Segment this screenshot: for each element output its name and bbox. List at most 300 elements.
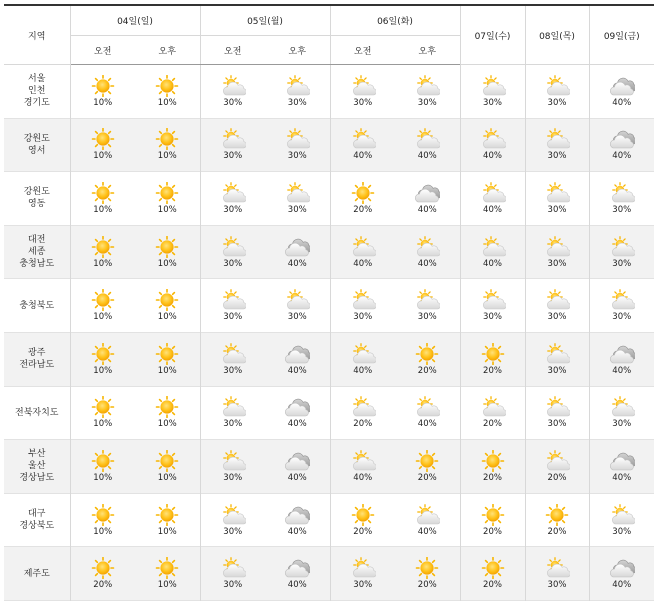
table-row [4, 172, 654, 226]
precipitation-percent: 10% [93, 204, 113, 215]
precipitation-percent: 40% [612, 580, 632, 591]
precipitation-percent: 40% [417, 151, 437, 162]
forecast-cell [330, 386, 395, 440]
forecast-cell [589, 547, 654, 601]
sunny-icon [90, 182, 116, 204]
pm-header: 오후 [265, 36, 330, 65]
partly-cloudy-icon [544, 128, 570, 150]
partly-cloudy-icon [609, 236, 635, 258]
partly-cloudy-icon [544, 182, 570, 204]
partly-cloudy-icon [480, 396, 506, 418]
region-name: 전북자치도 [4, 386, 70, 440]
forecast-cell [330, 65, 395, 119]
precipitation-percent: 10% [157, 151, 177, 162]
sunny-icon [350, 504, 376, 526]
partly-cloudy-icon [220, 396, 246, 418]
partly-cloudy-icon [350, 236, 376, 258]
precipitation-percent: 30% [612, 526, 632, 537]
forecast-cell [265, 440, 330, 494]
precipitation-percent: 30% [547, 204, 567, 215]
forecast-cell [135, 493, 200, 547]
am-header: 오전 [70, 36, 135, 65]
partly-cloudy-icon [350, 128, 376, 150]
forecast-cell [200, 118, 265, 172]
forecast-cell [460, 65, 525, 119]
precipitation-percent: 20% [353, 419, 373, 430]
sunny-icon [154, 182, 180, 204]
precipitation-percent: 40% [353, 365, 373, 376]
forecast-cell [135, 440, 200, 494]
partly-cloudy-icon [350, 557, 376, 579]
forecast-cell [525, 172, 589, 226]
partly-cloudy-icon [609, 504, 635, 526]
precipitation-percent: 30% [223, 419, 243, 430]
table-row [4, 440, 654, 494]
forecast-cell [135, 65, 200, 119]
cloudy-icon [284, 450, 310, 472]
partly-cloudy-icon [414, 236, 440, 258]
forecast-cell [70, 547, 135, 601]
precipitation-percent: 30% [223, 151, 243, 162]
partly-cloudy-icon [480, 75, 506, 97]
forecast-cell [395, 118, 460, 172]
day-header-5: 08일(목) [525, 5, 589, 65]
sunny-icon [154, 128, 180, 150]
precipitation-percent: 40% [353, 472, 373, 483]
am-header: 오전 [200, 36, 265, 65]
precipitation-percent: 10% [157, 258, 177, 269]
forecast-cell [330, 279, 395, 333]
partly-cloudy-icon [414, 75, 440, 97]
am-header: 오전 [330, 36, 395, 65]
partly-cloudy-icon [480, 128, 506, 150]
forecast-cell [525, 65, 589, 119]
precipitation-percent: 40% [287, 580, 307, 591]
partly-cloudy-icon [544, 343, 570, 365]
partly-cloudy-icon [414, 396, 440, 418]
forecast-cell [200, 279, 265, 333]
cloudy-icon [609, 343, 635, 365]
precipitation-percent: 40% [417, 258, 437, 269]
forecast-cell [330, 118, 395, 172]
forecast-cell [525, 118, 589, 172]
precipitation-percent: 20% [353, 526, 373, 537]
day-header-1: 04일(일) [70, 5, 200, 36]
forecast-cell [70, 172, 135, 226]
forecast-cell [135, 547, 200, 601]
partly-cloudy-icon [414, 289, 440, 311]
forecast-cell [265, 172, 330, 226]
precipitation-percent: 10% [157, 526, 177, 537]
precipitation-percent: 30% [483, 97, 502, 108]
precipitation-percent: 30% [287, 204, 307, 215]
sunny-icon [414, 450, 440, 472]
sunny-icon [480, 450, 506, 472]
table-row [4, 332, 654, 386]
sunny-icon [154, 450, 180, 472]
precipitation-percent: 40% [417, 419, 437, 430]
forecast-cell [200, 386, 265, 440]
table-body [4, 65, 654, 601]
forecast-cell [135, 225, 200, 279]
precipitation-percent: 20% [483, 472, 502, 483]
forecast-cell [460, 332, 525, 386]
precipitation-percent: 10% [93, 97, 113, 108]
precipitation-percent: 40% [612, 365, 632, 376]
sunny-icon [154, 396, 180, 418]
forecast-cell [200, 440, 265, 494]
partly-cloudy-icon [350, 343, 376, 365]
forecast-cell [265, 65, 330, 119]
partly-cloudy-icon [220, 450, 246, 472]
precipitation-percent: 20% [93, 580, 113, 591]
precipitation-percent: 30% [287, 312, 307, 323]
forecast-cell [200, 493, 265, 547]
partly-cloudy-icon [220, 236, 246, 258]
precipitation-percent: 30% [223, 312, 243, 323]
forecast-cell [265, 547, 330, 601]
forecast-cell [395, 279, 460, 333]
precipitation-percent: 20% [417, 365, 437, 376]
sunny-icon [90, 75, 116, 97]
precipitation-percent: 10% [157, 204, 177, 215]
precipitation-percent: 30% [223, 472, 243, 483]
cloudy-icon [609, 557, 635, 579]
precipitation-percent: 10% [157, 365, 177, 376]
forecast-cell [330, 225, 395, 279]
sunny-icon [90, 128, 116, 150]
day-header-3: 06일(화) [330, 5, 460, 36]
forecast-cell [330, 440, 395, 494]
forecast-cell [265, 225, 330, 279]
precipitation-percent: 30% [612, 419, 632, 430]
precipitation-percent: 30% [287, 151, 307, 162]
precipitation-percent: 30% [223, 526, 243, 537]
sunny-icon [350, 182, 376, 204]
precipitation-percent: 20% [417, 580, 437, 591]
forecast-cell [460, 386, 525, 440]
partly-cloudy-icon [414, 128, 440, 150]
precipitation-percent: 30% [223, 97, 243, 108]
forecast-cell [525, 332, 589, 386]
precipitation-percent: 30% [547, 312, 567, 323]
sunny-icon [154, 236, 180, 258]
partly-cloudy-icon [220, 182, 246, 204]
forecast-cell [589, 172, 654, 226]
partly-cloudy-icon [544, 75, 570, 97]
partly-cloudy-icon [544, 289, 570, 311]
precipitation-percent: 10% [93, 419, 113, 430]
precipitation-percent: 40% [483, 151, 502, 162]
sunny-icon [154, 557, 180, 579]
forecast-cell [589, 279, 654, 333]
table-row [4, 547, 654, 601]
cloudy-icon [414, 182, 440, 204]
partly-cloudy-icon [414, 504, 440, 526]
forecast-cell [525, 225, 589, 279]
partly-cloudy-icon [284, 75, 310, 97]
precipitation-percent: 10% [93, 472, 113, 483]
precipitation-percent: 10% [157, 472, 177, 483]
forecast-cell [460, 172, 525, 226]
forecast-cell [330, 547, 395, 601]
sunny-icon [90, 343, 116, 365]
precipitation-percent: 10% [93, 151, 113, 162]
precipitation-percent: 30% [223, 580, 243, 591]
partly-cloudy-icon [480, 236, 506, 258]
forecast-cell [525, 547, 589, 601]
precipitation-percent: 30% [547, 258, 567, 269]
precipitation-percent: 40% [353, 151, 373, 162]
cloudy-icon [609, 75, 635, 97]
precipitation-percent: 20% [483, 580, 502, 591]
precipitation-percent: 40% [287, 472, 307, 483]
precipitation-percent: 20% [547, 526, 567, 537]
forecast-cell [330, 332, 395, 386]
sunny-icon [90, 557, 116, 579]
pm-header: 오후 [135, 36, 200, 65]
forecast-cell [265, 332, 330, 386]
forecast-cell [135, 279, 200, 333]
precipitation-percent: 40% [417, 204, 437, 215]
region-name: 충청북도 [4, 279, 70, 333]
sunny-icon [90, 450, 116, 472]
table-row [4, 118, 654, 172]
forecast-cell [460, 279, 525, 333]
forecast-cell [200, 225, 265, 279]
table-row [4, 386, 654, 440]
partly-cloudy-icon [350, 396, 376, 418]
forecast-cell [70, 386, 135, 440]
region-name: 대구 경상북도 [4, 493, 70, 547]
precipitation-percent: 30% [417, 97, 437, 108]
partly-cloudy-icon [609, 182, 635, 204]
forecast-cell [395, 65, 460, 119]
partly-cloudy-icon [220, 128, 246, 150]
precipitation-percent: 30% [547, 97, 567, 108]
table-row [4, 65, 654, 119]
precipitation-percent: 40% [612, 151, 632, 162]
region-name: 대전 세종 충청남도 [4, 225, 70, 279]
region-header: 지역 [4, 5, 70, 65]
weekly-forecast-table [4, 4, 654, 601]
partly-cloudy-icon [284, 289, 310, 311]
precipitation-percent: 20% [417, 472, 437, 483]
forecast-cell [589, 65, 654, 119]
partly-cloudy-icon [480, 289, 506, 311]
cloudy-icon [284, 343, 310, 365]
forecast-cell [589, 493, 654, 547]
table-row [4, 493, 654, 547]
cloudy-icon [609, 450, 635, 472]
forecast-cell [460, 118, 525, 172]
forecast-cell [200, 547, 265, 601]
forecast-cell [200, 65, 265, 119]
precipitation-percent: 30% [223, 365, 243, 376]
precipitation-percent: 30% [353, 580, 373, 591]
partly-cloudy-icon [480, 182, 506, 204]
partly-cloudy-icon [284, 182, 310, 204]
precipitation-percent: 10% [93, 365, 113, 376]
region-name: 부산 울산 경상남도 [4, 440, 70, 494]
precipitation-percent: 30% [223, 258, 243, 269]
precipitation-percent: 20% [483, 419, 502, 430]
region-name: 강원도 영동 [4, 172, 70, 226]
forecast-cell [395, 493, 460, 547]
precipitation-percent: 30% [417, 312, 437, 323]
forecast-cell [525, 279, 589, 333]
forecast-cell [525, 386, 589, 440]
table-row [4, 279, 654, 333]
precipitation-percent: 10% [157, 419, 177, 430]
precipitation-percent: 10% [157, 97, 177, 108]
table-header [4, 5, 654, 65]
sunny-icon [414, 557, 440, 579]
precipitation-percent: 30% [547, 419, 567, 430]
forecast-cell [265, 386, 330, 440]
cloudy-icon [284, 557, 310, 579]
precipitation-percent: 30% [353, 97, 373, 108]
cloudy-icon [284, 236, 310, 258]
forecast-cell [589, 118, 654, 172]
sunny-icon [480, 343, 506, 365]
forecast-cell [395, 386, 460, 440]
precipitation-percent: 40% [417, 526, 437, 537]
precipitation-percent: 30% [612, 204, 632, 215]
precipitation-percent: 40% [287, 419, 307, 430]
sunny-icon [154, 504, 180, 526]
cloudy-icon [284, 396, 310, 418]
sunny-icon [90, 236, 116, 258]
day-header-4: 07일(수) [460, 5, 525, 65]
forecast-cell [330, 493, 395, 547]
precipitation-percent: 40% [483, 204, 502, 215]
partly-cloudy-icon [609, 289, 635, 311]
partly-cloudy-icon [220, 504, 246, 526]
precipitation-percent: 40% [287, 365, 307, 376]
precipitation-percent: 10% [157, 312, 177, 323]
forecast-cell [395, 547, 460, 601]
region-name: 광주 전라남도 [4, 332, 70, 386]
partly-cloudy-icon [284, 128, 310, 150]
forecast-cell [395, 225, 460, 279]
precipitation-percent: 40% [483, 258, 502, 269]
sunny-icon [414, 343, 440, 365]
forecast-cell [460, 225, 525, 279]
forecast-cell [70, 118, 135, 172]
region-name: 제주도 [4, 547, 70, 601]
forecast-cell [70, 65, 135, 119]
day-header-6: 09일(금) [589, 5, 654, 65]
forecast-cell [589, 225, 654, 279]
partly-cloudy-icon [350, 75, 376, 97]
forecast-cell [135, 332, 200, 386]
forecast-cell [395, 332, 460, 386]
forecast-cell [525, 440, 589, 494]
sunny-icon [154, 343, 180, 365]
precipitation-percent: 30% [612, 312, 632, 323]
precipitation-percent: 10% [93, 526, 113, 537]
sunny-icon [154, 75, 180, 97]
precipitation-percent: 30% [547, 580, 567, 591]
partly-cloudy-icon [350, 289, 376, 311]
forecast-cell [70, 225, 135, 279]
region-name: 서울 인천 경기도 [4, 65, 70, 119]
forecast-cell [460, 547, 525, 601]
forecast-cell [395, 172, 460, 226]
precipitation-percent: 30% [353, 312, 373, 323]
partly-cloudy-icon [350, 450, 376, 472]
forecast-cell [265, 279, 330, 333]
precipitation-percent: 10% [157, 580, 177, 591]
sunny-icon [154, 289, 180, 311]
forecast-cell [70, 440, 135, 494]
precipitation-percent: 20% [483, 526, 502, 537]
table-row [4, 225, 654, 279]
partly-cloudy-icon [544, 396, 570, 418]
partly-cloudy-icon [220, 343, 246, 365]
sunny-icon [90, 289, 116, 311]
precipitation-percent: 30% [223, 204, 243, 215]
precipitation-percent: 40% [612, 472, 632, 483]
partly-cloudy-icon [220, 557, 246, 579]
forecast-cell [265, 118, 330, 172]
forecast-cell [200, 172, 265, 226]
forecast-cell [135, 118, 200, 172]
partly-cloudy-icon [220, 75, 246, 97]
precipitation-percent: 20% [483, 365, 502, 376]
partly-cloudy-icon [544, 450, 570, 472]
precipitation-percent: 30% [547, 365, 567, 376]
forecast-cell [460, 440, 525, 494]
forecast-cell [200, 332, 265, 386]
region-name: 강원도 영서 [4, 118, 70, 172]
precipitation-percent: 30% [483, 312, 502, 323]
partly-cloudy-icon [609, 396, 635, 418]
forecast-cell [589, 386, 654, 440]
precipitation-percent: 10% [93, 258, 113, 269]
day-header-2: 05일(월) [200, 5, 330, 36]
partly-cloudy-icon [220, 289, 246, 311]
precipitation-percent: 40% [287, 258, 307, 269]
sunny-icon [480, 557, 506, 579]
forecast-cell [70, 332, 135, 386]
forecast-cell [265, 493, 330, 547]
cloudy-icon [609, 128, 635, 150]
partly-cloudy-icon [544, 557, 570, 579]
precipitation-percent: 10% [93, 312, 113, 323]
forecast-cell [135, 172, 200, 226]
precipitation-percent: 20% [547, 472, 567, 483]
sunny-icon [544, 504, 570, 526]
sunny-icon [90, 504, 116, 526]
forecast-cell [330, 172, 395, 226]
precipitation-percent: 30% [287, 97, 307, 108]
pm-header: 오후 [395, 36, 460, 65]
forecast-cell [135, 386, 200, 440]
forecast-cell [70, 279, 135, 333]
forecast-cell [395, 440, 460, 494]
precipitation-percent: 30% [612, 258, 632, 269]
sunny-icon [480, 504, 506, 526]
precipitation-percent: 20% [353, 204, 373, 215]
forecast-cell [525, 493, 589, 547]
forecast-cell [589, 440, 654, 494]
sunny-icon [90, 396, 116, 418]
forecast-cell [589, 332, 654, 386]
partly-cloudy-icon [544, 236, 570, 258]
cloudy-icon [284, 504, 310, 526]
